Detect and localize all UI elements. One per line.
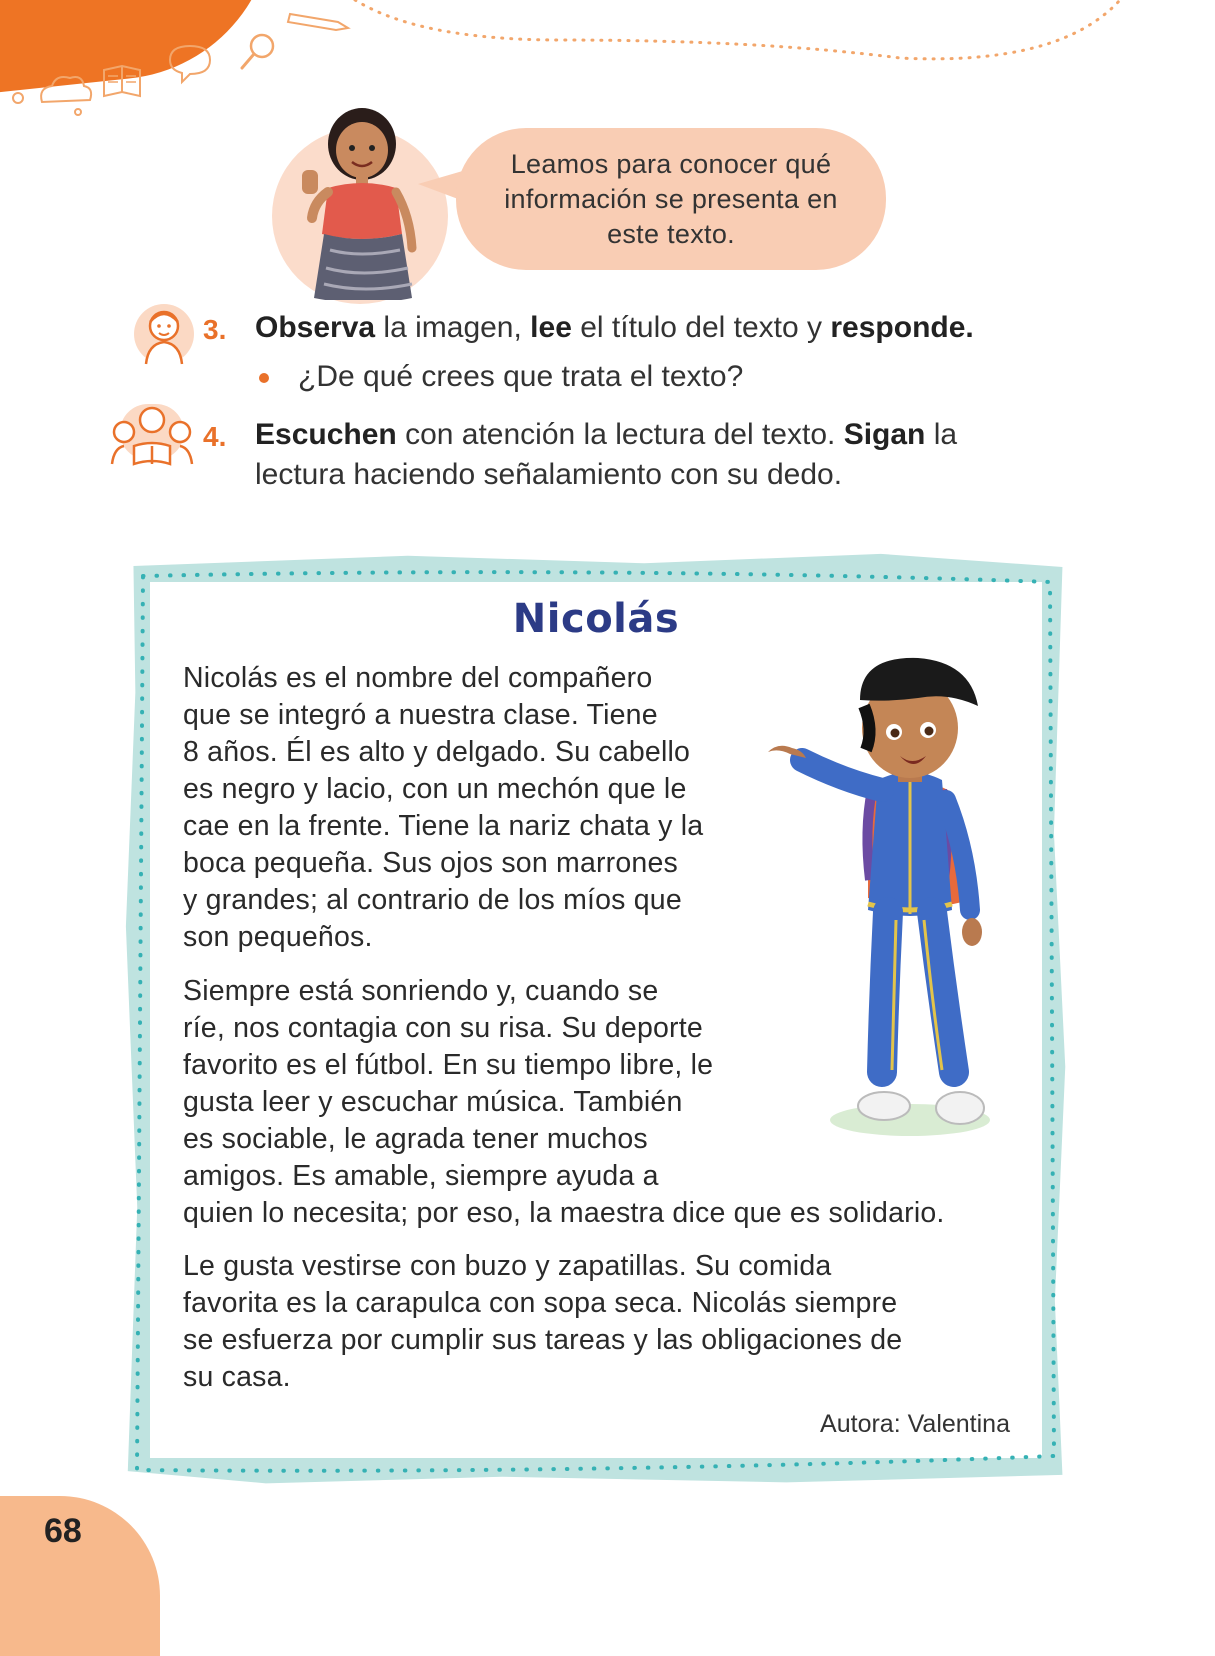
reading-title: Nicolás: [512, 596, 680, 642]
instruction-3-question: ¿De qué crees que trata el texto?: [298, 360, 744, 393]
paragraph-2-line: favorito es el fútbol. En su tiempo libre, le: [183, 1049, 714, 1081]
paragraph-1-line: es negro y lacio, con un mechón que le: [183, 773, 687, 805]
paragraph-1-line: que se integró a nuestra clase. Tiene: [183, 699, 658, 731]
paragraph-3-line: Le gusta vestirse con buzo y zapatillas. Su comida: [183, 1250, 832, 1282]
instruction-4-text-a: con atención la lectura del texto.: [396, 418, 844, 451]
instruction-4-verb-escuchen: Escuchen: [255, 418, 397, 451]
paragraph-1-line: 8 años. Él es alto y delgado. Su cabello: [183, 736, 691, 768]
page-number: 68: [44, 1512, 82, 1550]
paragraph-2-line: es sociable, le agrada tener muchos: [183, 1123, 648, 1155]
paragraph-3: [183, 1248, 902, 1396]
paragraph-2-line: quien lo necesita; por eso, la maestra dice que es solidario.: [183, 1197, 945, 1229]
instruction-4-verb-sigan: Sigan: [843, 418, 926, 451]
instruction-4-number: 4.: [203, 421, 227, 452]
instruction-3-text-b: el título del texto y: [571, 311, 831, 344]
instruction-4-text-b: la: [925, 418, 958, 451]
paragraph-1-line: cae en la frente. Tiene la nariz chata y la: [183, 810, 704, 842]
paragraph-1-line: Nicolás es el nombre del compañero: [183, 662, 653, 694]
nicolas-boy-illustration: [760, 650, 1030, 1150]
paragraph-2-line: gusta leer y escuchar música. También: [183, 1086, 683, 1118]
speech-bubble-text: Leamos para conocer qué información se presenta en este texto.: [504, 148, 838, 249]
instruction-3-text-a: la imagen,: [375, 311, 531, 344]
paragraph-2-line: Siempre está sonriendo y, cuando se: [183, 975, 659, 1007]
instruction-3-verb-lee: lee: [530, 311, 572, 344]
paragraph-1-line: y grandes; al contrario de los míos que: [183, 884, 682, 916]
paragraph-3-line: se esfuerza por cumplir sus tareas y las obligaciones de: [183, 1324, 903, 1356]
author-credit: Autora: Valentina: [820, 1410, 1010, 1438]
paragraph-3-line: su casa.: [183, 1361, 291, 1393]
instruction-3-number: 3.: [203, 314, 227, 345]
instruction-3-verb-observa: Observa: [255, 311, 376, 344]
paragraph-1-line: boca pequeña. Sus ojos son marrones: [183, 847, 678, 879]
paragraph-3-line: favorita es la carapulca con sopa seca. Nicolás siempre: [183, 1287, 898, 1319]
instruction-4-line-2: lectura haciendo señalamiento con su dedo.: [255, 458, 843, 491]
paragraph-2-line: ríe, nos contagia con su risa. Su deporte: [183, 1012, 703, 1044]
instruction-3-verb-responde: responde.: [830, 311, 974, 344]
paragraph-1: [183, 660, 703, 956]
paragraph-1-line: son pequeños.: [183, 921, 373, 953]
paragraph-2-line: amigos. Es amable, siempre ayuda a: [183, 1160, 659, 1192]
